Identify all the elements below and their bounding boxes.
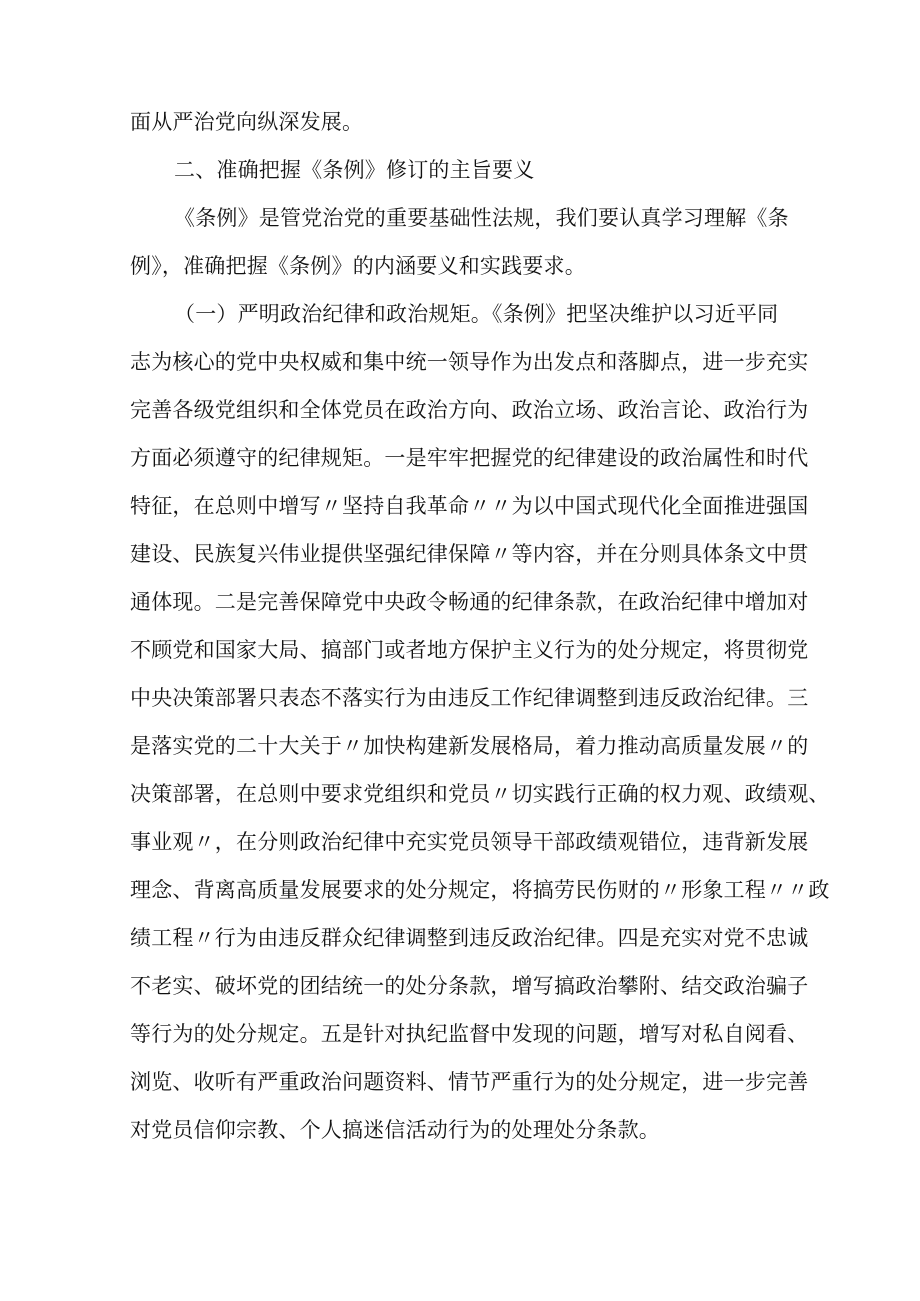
paragraph-line-7: 完善各级党组织和全体党员在政治方向、政治立场、政治言论、政治行为	[130, 398, 809, 422]
document-body	[130, 98, 830, 1154]
section-heading: 二、准确把握《条例》修订的主旨要义	[174, 158, 535, 182]
paragraph-line-21: 浏览、收听有严重政治问题资料、情节严重行为的处分规定，进一步完善	[130, 1070, 809, 1094]
paragraph-line-14: 是落实党的二十大关于〃加快构建新发展格局，着力推动高质量发展〃的	[130, 734, 809, 758]
paragraph-line-16: 事业观〃，在分则政治纪律中充实党员领导干部政绩观错位，违背新发展	[130, 830, 809, 854]
paragraph-line-9: 特征，在总则中增写〃坚持自我革命〃〃为以中国式现代化全面推进强国	[130, 494, 809, 518]
paragraph-line-8: 方面必须遵守的纪律规矩。一是牢牢把握党的纪律建设的政治属性和时代	[130, 446, 809, 470]
paragraph-line-17: 理念、背离高质量发展要求的处分规定，将搞劳民伤财的〃形象工程〃〃政	[130, 878, 830, 902]
paragraph-line-3: 《条例》是管党治党的重要基础性法规，我们要认真学习理解《条	[174, 206, 789, 230]
paragraph-line-10: 建设、民族复兴伟业提供坚强纪律保障〃等内容，并在分则具体条文中贯	[130, 542, 809, 566]
paragraph-line-15: 决策部署，在总则中要求党组织和党员〃切实践行正确的权力观、政绩观、	[130, 782, 830, 806]
paragraph-line-18: 绩工程〃行为由违反群众纪律调整到违反政治纪律。四是充实对党不忠诚	[130, 926, 809, 950]
paragraph-line-1: 面从严治党向纵深发展。	[130, 110, 364, 134]
paragraph-line-13: 中央决策部署只表态不落实行为由违反工作纪律调整到违反政治纪律。三	[130, 686, 809, 710]
subsection-heading-line: （一）严明政治纪律和政治规矩。《条例》把坚决维护以习近平同	[174, 302, 779, 326]
paragraph-line-4: 例》，准确把握《条例》的内涵要义和实践要求。	[130, 254, 586, 278]
paragraph-line-22: 对党员信仰宗教、个人搞迷信活动行为的处理处分条款。	[130, 1118, 660, 1142]
paragraph-line-6: 志为核心的党中央权威和集中统一领导作为出发点和落脚点，进一步充实	[130, 350, 809, 374]
paragraph-line-19: 不老实、破坏党的团结统一的处分条款，增写搞政治攀附、结交政治骗子	[130, 974, 809, 998]
paragraph-line-20: 等行为的处分规定。五是针对执纪监督中发现的问题，增写对私自阅看、	[130, 1022, 809, 1046]
paragraph-line-11: 通体现。二是完善保障党中央政令畅通的纪律条款，在政治纪律中增加对	[130, 590, 809, 614]
paragraph-line-12: 不顾党和国家大局、搞部门或者地方保护主义行为的处分规定，将贯彻党	[130, 638, 809, 662]
